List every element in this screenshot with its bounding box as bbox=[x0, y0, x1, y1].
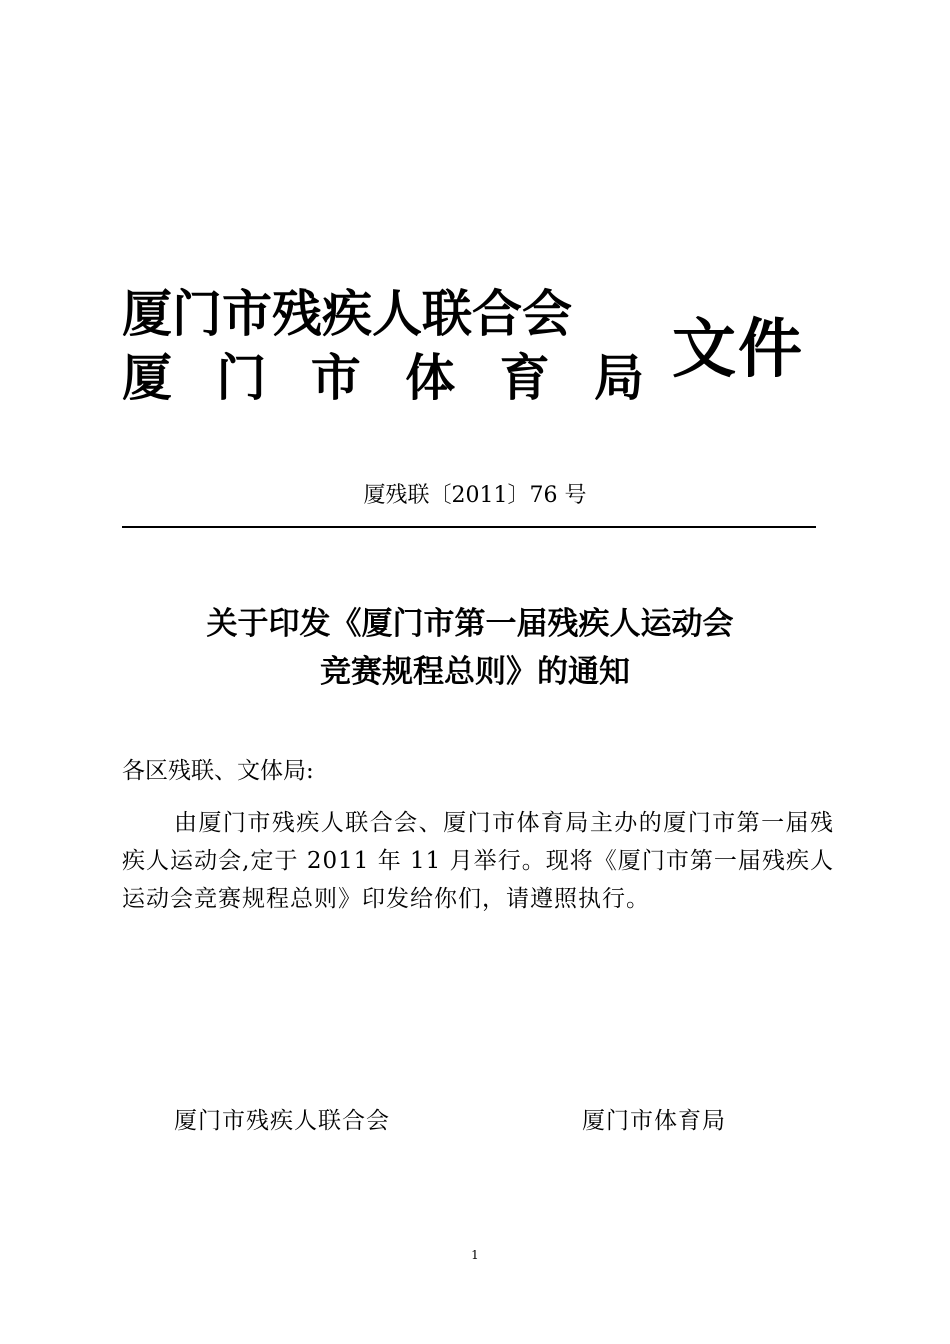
header-divider-rule bbox=[122, 526, 816, 528]
page-number: 1 bbox=[471, 1248, 479, 1262]
signature-disabled-persons-federation: 厦门市残疾人联合会 bbox=[174, 1108, 390, 1134]
notice-title-line-2: 竞赛规程总则》的通知 bbox=[320, 654, 630, 690]
issuer-sports-bureau bbox=[122, 346, 644, 410]
issuer-sports-bureau-char: 体 bbox=[405, 349, 456, 407]
issuer-sports-bureau-char: 育 bbox=[499, 349, 550, 407]
signature-sports-bureau: 厦门市体育局 bbox=[582, 1108, 726, 1134]
body-paragraph: 由厦门市残疾人联合会、厦门市体育局主办的厦门市第一届残疾人运动会,定于 2011 年 11 月举行。现将《厦门市第一届残疾人运动会竞赛规程总则》印发给你们，请遵照执行。 bbox=[122, 810, 834, 912]
salutation: 各区残联、文体局: bbox=[122, 758, 314, 784]
notice-title bbox=[0, 600, 950, 696]
notice-body bbox=[122, 752, 834, 918]
notice-title-line-1: 关于印发《厦门市第一届残疾人运动会 bbox=[206, 606, 734, 642]
issuer-sports-bureau-char: 厦 bbox=[122, 349, 172, 407]
issuer-disabled-persons-federation: 厦门市残疾人联合会 bbox=[122, 285, 572, 343]
issuer-sports-bureau-char: 门 bbox=[216, 349, 267, 407]
document-header-issuers bbox=[122, 282, 652, 410]
issuer-sports-bureau-char: 市 bbox=[310, 349, 361, 407]
document-number bbox=[0, 480, 950, 512]
issuer-sports-bureau-char: 局 bbox=[593, 349, 644, 407]
document-number-text: 厦残联〔2011〕76 号 bbox=[363, 483, 587, 508]
document-type-label: 文件 bbox=[672, 313, 804, 387]
